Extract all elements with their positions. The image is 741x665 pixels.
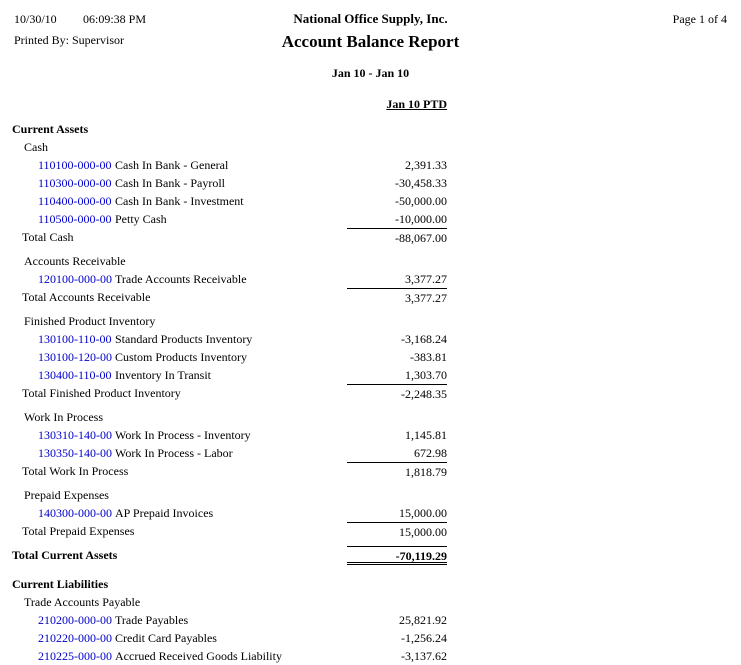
account-row xyxy=(0,444,741,462)
section-label: Current Assets xyxy=(12,122,89,136)
total-label: Total Accounts Receivable xyxy=(22,290,151,304)
account-amount: -3,168.24 xyxy=(401,332,447,346)
account-row xyxy=(0,629,741,647)
total-amount: -88,067.00 xyxy=(347,228,447,248)
group-label: Work In Process xyxy=(24,410,104,424)
amount-column-header: Jan 10 PTD xyxy=(386,97,447,111)
group-label: Trade Accounts Payable xyxy=(24,595,141,609)
account-description: Custom Products Inventory xyxy=(115,350,247,364)
account-description: Inventory In Transit xyxy=(115,368,211,382)
total-row xyxy=(0,288,741,307)
account-amount: -3,137.62 xyxy=(401,649,447,663)
total-row xyxy=(0,228,741,247)
total-row xyxy=(0,522,741,541)
account-amount: 15,000.00 xyxy=(399,506,447,520)
account-description: Cash In Bank - Investment xyxy=(115,194,244,208)
account-row xyxy=(0,156,741,174)
account-description: Petty Cash xyxy=(115,212,167,226)
account-row xyxy=(0,270,741,288)
account-number-link[interactable]: 110400-000-00 xyxy=(38,194,112,208)
print-time: 06:09:38 PM xyxy=(83,12,147,26)
group-row xyxy=(0,138,741,156)
account-amount: -1,256.24 xyxy=(401,631,447,645)
account-row xyxy=(0,174,741,192)
total-row xyxy=(0,462,741,481)
group-row xyxy=(0,408,741,426)
group-label: Cash xyxy=(24,140,48,154)
total-label: Total Prepaid Expenses xyxy=(22,524,135,538)
group-row xyxy=(0,252,741,270)
account-amount: -383.81 xyxy=(410,350,447,364)
total-label: Total Work In Process xyxy=(22,464,129,478)
company-name: National Office Supply, Inc. xyxy=(293,11,448,26)
account-number-link[interactable]: 110300-000-00 xyxy=(38,176,112,190)
account-description: Standard Products Inventory xyxy=(115,332,253,346)
account-row xyxy=(0,611,741,629)
account-row xyxy=(0,210,741,228)
section-label: Current Liabilities xyxy=(12,577,109,591)
account-amount: 2,391.33 xyxy=(405,158,447,172)
group-row xyxy=(0,312,741,330)
account-row xyxy=(0,366,741,384)
print-date: 10/30/10 xyxy=(14,12,57,26)
total-amount: -2,248.35 xyxy=(347,384,447,404)
report-date-range: Jan 10 - Jan 10 xyxy=(331,66,410,80)
account-amount: 25,821.92 xyxy=(399,613,447,627)
section-row xyxy=(0,120,741,138)
account-description: Cash In Bank - Payroll xyxy=(115,176,225,190)
account-number-link[interactable]: 130310-140-00 xyxy=(38,428,112,442)
account-number-link[interactable]: 120100-000-00 xyxy=(38,272,112,286)
total-label: Total Cash xyxy=(22,230,74,244)
total-amount: 3,377.27 xyxy=(347,288,447,308)
account-description: Work In Process - Inventory xyxy=(115,428,251,442)
account-amount: -50,000.00 xyxy=(395,194,447,208)
account-row xyxy=(0,504,741,522)
report-rows xyxy=(0,120,741,665)
account-number-link[interactable]: 140300-000-00 xyxy=(38,506,112,520)
group-row xyxy=(0,486,741,504)
grand-total-row xyxy=(0,546,741,570)
account-description: AP Prepaid Invoices xyxy=(115,506,214,520)
group-label: Finished Product Inventory xyxy=(24,314,156,328)
account-amount: -30,458.33 xyxy=(395,176,447,190)
account-number-link[interactable]: 130400-110-00 xyxy=(38,368,112,382)
account-number-link[interactable]: 110100-000-00 xyxy=(38,158,112,172)
total-amount: 15,000.00 xyxy=(347,522,447,542)
account-row xyxy=(0,348,741,366)
account-number-link[interactable]: 110500-000-00 xyxy=(38,212,112,226)
account-description: Accrued Received Goods Liability xyxy=(115,649,282,663)
printed-by: Printed By: Supervisor xyxy=(14,33,124,47)
section-row xyxy=(0,575,741,593)
group-label: Accounts Receivable xyxy=(24,254,126,268)
account-number-link[interactable]: 130350-140-00 xyxy=(38,446,112,460)
account-amount: 672.98 xyxy=(414,446,447,460)
account-number-link[interactable]: 130100-110-00 xyxy=(38,332,112,346)
group-row xyxy=(0,593,741,611)
account-description: Trade Payables xyxy=(115,613,189,627)
account-row xyxy=(0,426,741,444)
total-amount: 1,818.79 xyxy=(347,462,447,482)
account-number-link[interactable]: 210220-000-00 xyxy=(38,631,112,645)
total-row xyxy=(0,384,741,403)
account-description: Work In Process - Labor xyxy=(115,446,233,460)
account-row xyxy=(0,192,741,210)
account-number-link[interactable]: 210200-000-00 xyxy=(38,613,112,627)
account-description: Credit Card Payables xyxy=(115,631,217,645)
group-label: Prepaid Expenses xyxy=(24,488,109,502)
account-description: Trade Accounts Receivable xyxy=(115,272,247,286)
account-number-link[interactable]: 210225-000-00 xyxy=(38,649,112,663)
report-title: Account Balance Report xyxy=(281,32,460,51)
grand-total-label: Total Current Assets xyxy=(12,548,118,562)
account-number-link[interactable]: 130100-120-00 xyxy=(38,350,112,364)
account-amount: 1,303.70 xyxy=(405,368,447,382)
total-label: Total Finished Product Inventory xyxy=(22,386,181,400)
account-description: Cash In Bank - General xyxy=(115,158,229,172)
account-amount: 3,377.27 xyxy=(405,272,447,286)
page-indicator: Page 1 of 4 xyxy=(672,12,727,26)
account-amount: 1,145.81 xyxy=(405,428,447,442)
account-row xyxy=(0,647,741,665)
grand-total-amount: -70,119.29 xyxy=(347,546,447,565)
account-amount: -10,000.00 xyxy=(395,212,447,226)
account-row xyxy=(0,330,741,348)
